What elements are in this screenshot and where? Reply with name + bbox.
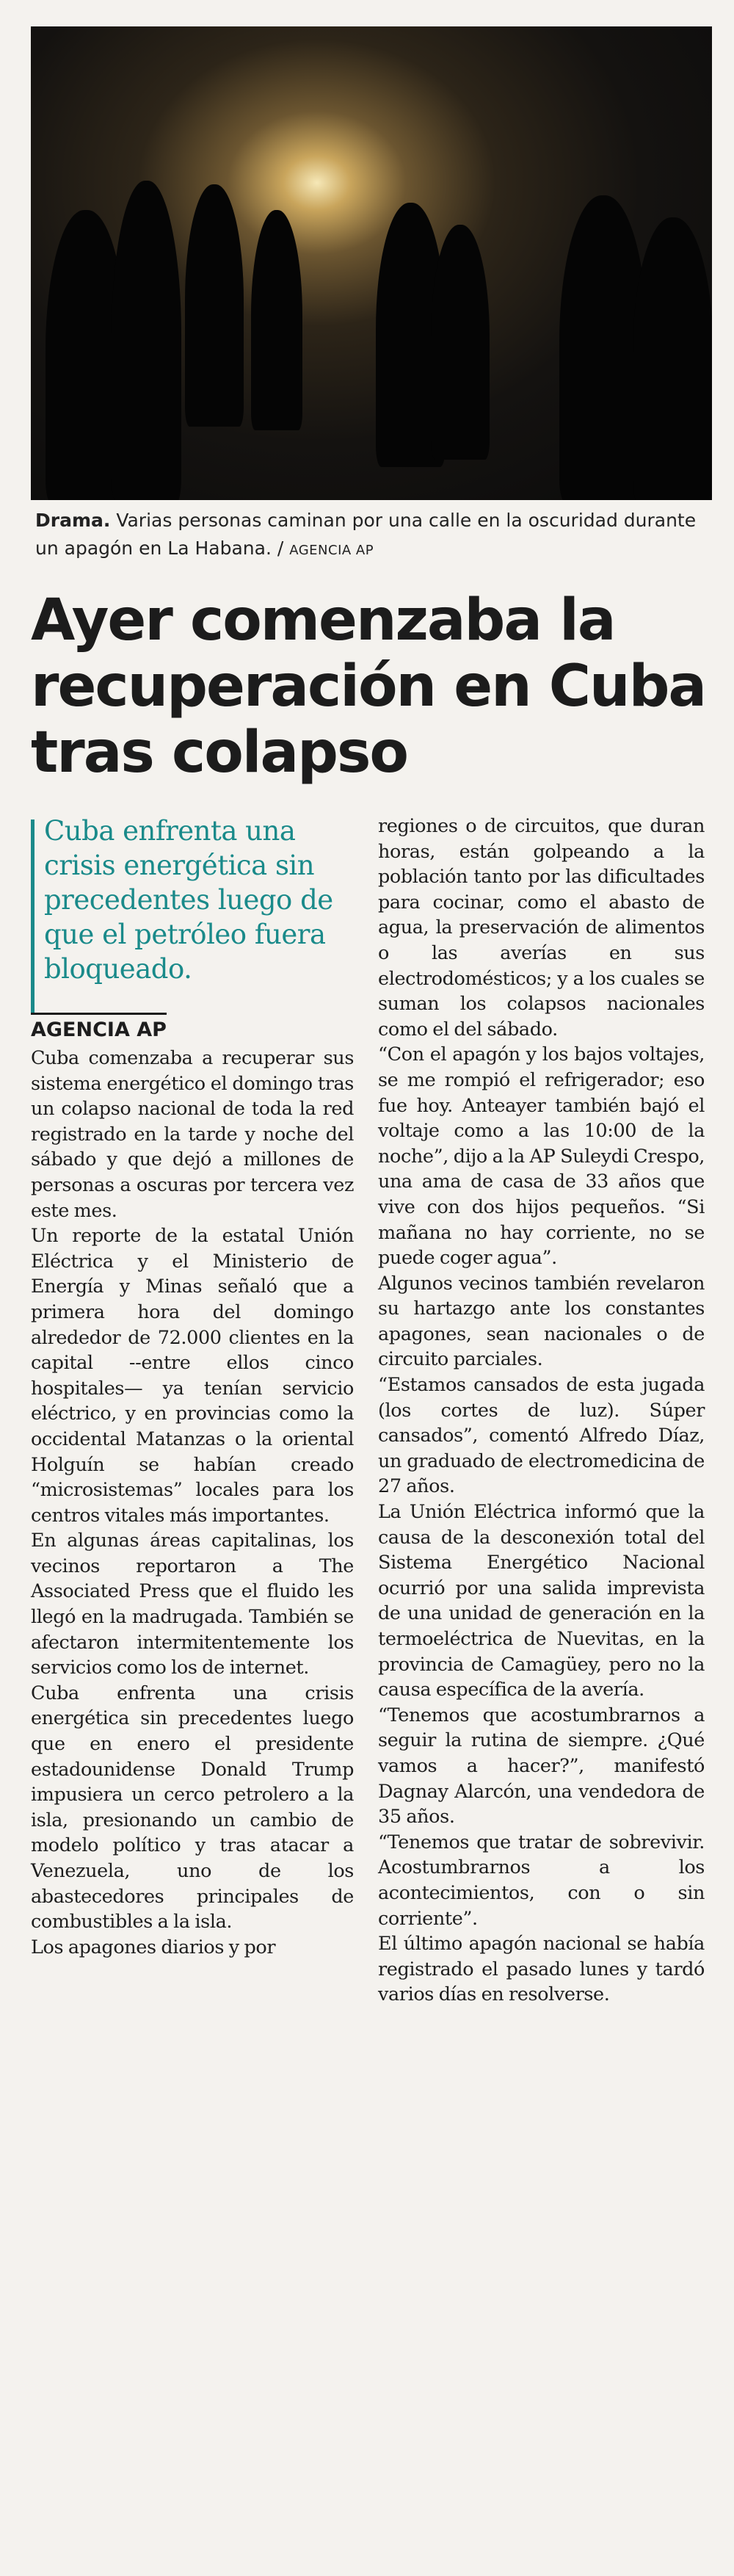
body-paragraph: El último apagón nacional se había registrado el pasado lunes y tardó varios días en resolverse.: [378, 1933, 705, 2006]
caption-credit: AGENCIA AP: [289, 543, 374, 558]
body-paragraph: La Unión Eléctrica informó que la causa de la desconexión total del Sistema Energético Nacional ocurrió por una salida imprevista de una unidad de generación en la termoeléctrica de Nuevitas, en la provincia de Camagüey, pero no la causa específica de la avería.: [378, 1501, 705, 1701]
body-paragraph: Los apagones diarios y por: [31, 1936, 276, 1958]
silhouette-figure: [633, 217, 712, 500]
body-paragraph: Cuba comenzaba a recuperar sus sistema energético el domingo tras un colapso nacional de toda la red registrado en la tarde y noche del sábado y que dejó a millones de personas a oscuras por tercera vez este mes.: [31, 1047, 354, 1222]
body-paragraph: “Con el apagón y los bajos voltajes, se me rompió el refrigerador; eso fue hoy. Anteayer también bajó el voltaje como a las 10:00 de la noche”, dijo a la AP Suleydi Crespo, una ama de casa de 33 años que vive con dos hijos pequeños. “Si mañana no hay corriente, no se puede coger agua”.: [378, 1043, 705, 1270]
deck: Cuba enfrenta una crisis energética sin precedentes luego de que el petróleo fuera bloqueado.: [44, 815, 333, 985]
body-paragraph: regiones o de circuitos, que duran horas, están golpeando a la población tanto por las dificultades para cocinar, como el abasto de agua, la preservación de alimentos o las averías en sus electrodomésticos; y a los cuales se suman los colapsos nacionales como el del sábado.: [378, 815, 705, 1041]
body-paragraph: Cuba enfrenta una crisis energética sin precedentes luego que en enero el presidente estadounidense Donald Trump impusiera un cerco petrolero a la isla, presionando un cambio de modelo político y tras atacar a Venezuela, uno de los abastecedores principales de combustibles a la isla.: [31, 1682, 354, 1933]
body-paragraph: “Estamos cansados de esta jugada (los cortes de luz). Súper cansados”, comentó Alfredo Díaz, un graduado de electromedicina de 27 años.: [378, 1374, 705, 1498]
body-paragraph: Un reporte de la estatal Unión Eléctrica y el Ministerio de Energía y Minas señaló que a primera hora del domingo alrededor de 72.000 clientes en la capital --entre ellos cinco hospitales— ya tenían servicio eléctrico, y en provincias como la occidental Matanzas o la oriental Holguín se habían creado “microsistemas” locales para los centros vitales más importantes.: [31, 1225, 354, 1527]
silhouette-figure: [185, 184, 244, 427]
body-paragraph: “Tenemos que acostumbrarnos a seguir la rutina de siempre. ¿Qué vamos a hacer?”, manifestó Dagnay Alarcón, una vendedora de 35 años.: [378, 1704, 705, 1828]
photo-caption: [35, 507, 709, 565]
news-photo: [31, 26, 712, 500]
silhouette-figure: [251, 210, 302, 430]
headline: Ayer comenzaba la recuperación en Cuba tras colapso: [31, 587, 706, 786]
body-paragraph: “Tenemos que tratar de sobrevivir. Acostumbrarnos a los acontecimientos, con o sin corriente”.: [378, 1831, 705, 1930]
article-column-right: [378, 814, 705, 2008]
body-paragraph: En algunas áreas capitalinas, los vecinos reportaron a The Associated Press que el fluido les llegó en la madrugada. También se afectaron intermitentemente los servicios como los de internet.: [31, 1530, 354, 1679]
byline: AGENCIA AP: [31, 1013, 167, 1046]
body-paragraph: Algunos vecinos también revelaron su hartazgo ante los constantes apagones, sean nacionales o de circuito parciales.: [378, 1272, 705, 1371]
caption-text: Varias personas caminan por una calle en la oscuridad durante un apagón en La Habana. /: [35, 510, 697, 559]
article-column-left: [31, 814, 354, 1960]
silhouette-figure: [112, 181, 181, 500]
caption-lead: Drama.: [35, 510, 111, 531]
silhouette-figure: [431, 225, 490, 460]
